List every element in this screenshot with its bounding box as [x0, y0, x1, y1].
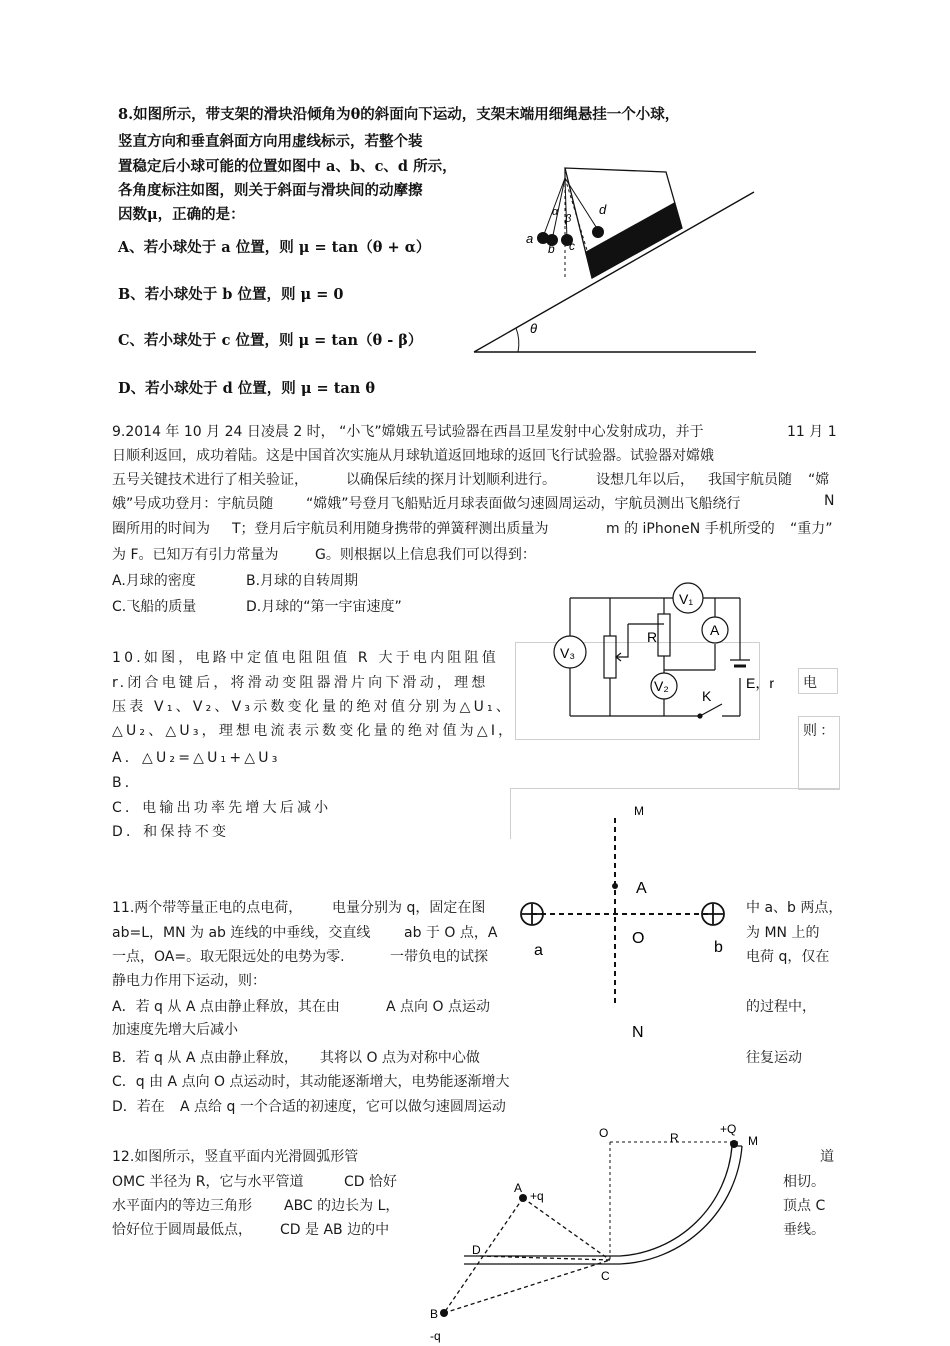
q12-label-b: B — [430, 1307, 439, 1321]
q11-option-c: C．q 由 A 点向 O 点运动时，其动能逐渐增大，电势能逐渐增大 — [112, 1074, 510, 1090]
q10-option-a: A．△U₂=△U₁+△U₃ — [112, 750, 281, 766]
q8-line-2: 竖直方向和垂直斜面方向用虚线标示，若整个装 — [118, 133, 423, 150]
q12-label-minus-q: -q — [430, 1329, 441, 1343]
q10-label-switch: K — [702, 688, 712, 704]
q12-line-2c: 相切。 — [783, 1174, 825, 1190]
q11-line-2b: ab 于 O 点，A — [404, 925, 498, 941]
q9-option-d: D.月球的“第一宇宙速度” — [246, 599, 402, 615]
q9-line-1: 9.2014 年 10 月 24 日凌晨 2 时， “小飞”嫦娥五号试验器在西昌卫星发射中心发射成功，并于 — [112, 424, 704, 440]
q11-label-m: M — [634, 804, 644, 818]
q12-label-plus-q: +q — [530, 1189, 544, 1203]
q12-tube-figure — [420, 1120, 770, 1346]
q12-line-3a: 水平面内的等边三角形 — [112, 1198, 252, 1214]
q8-option-b: B、若小球处于 b 位置，则 μ = 0 — [118, 286, 344, 303]
q8-theta-label: θ — [530, 321, 538, 336]
q10-line-1-tail: 电 — [803, 675, 817, 691]
q11-line-1c: 中 a、b 两点， — [746, 900, 843, 916]
q10-line-4: △U₂、△U₃，理想电流表示数变化量的绝对值为△I， — [112, 723, 516, 739]
q10-line-4-tail: 则： — [803, 723, 838, 739]
q11-option-b-3: 往复运动 — [746, 1050, 802, 1066]
q10-line-1: 10.如图，电路中定值电阻阻值 R 大于电内阻阻值 — [112, 650, 499, 666]
q11-option-a-4: 加速度先增大后减小 — [112, 1022, 238, 1038]
q11-line-3b: 一带负电的试探 — [390, 949, 488, 965]
q9-line-4a: 娥”号成功登月：宇航员随 — [112, 496, 274, 512]
q9-line-5c: m 的 iPhoneN 手机所受的 — [606, 521, 775, 537]
q11-option-d-1: D．若在 — [112, 1099, 165, 1115]
q11-option-a-1: A．若 q 从 A 点由静止释放，其在由 — [112, 999, 340, 1015]
q10-label-ammeter: A — [710, 622, 720, 638]
q12-label-d: D — [472, 1243, 481, 1257]
q12-label-m: M — [748, 1134, 758, 1148]
q11-line-2c: 为 MN 上的 — [746, 925, 820, 941]
q12-label-r: R — [670, 1131, 679, 1145]
q11-line-1b: 电量分别为 q，固定在图 — [332, 900, 486, 916]
q10-label-emf: E，r — [746, 675, 774, 691]
q9-line-3e: “嫦 — [808, 472, 830, 488]
q9-line-6a: 为 F。已知万有引力常量为 — [112, 547, 279, 563]
q8-line-5: 因数μ，正确的是： — [118, 206, 245, 223]
q12-line-4b: CD 是 AB 边的中 — [280, 1222, 390, 1238]
q9-line-3c: 设想几年以后， — [596, 472, 694, 488]
q9-line-5a: 圈所用的时间为 — [112, 521, 210, 537]
q9-option-a: A.月球的密度 — [112, 573, 196, 589]
q10-label-v2: V₂ — [654, 678, 669, 694]
q12-line-4a: 恰好位于圆周最低点， — [112, 1222, 252, 1238]
q9-line-4b: “嫦娥”号登月飞船贴近月球表面做匀速圆周运动，宇航员测出飞船绕行 — [306, 496, 741, 512]
q8-label-c: c — [569, 239, 575, 253]
q8-label-beta: β — [565, 213, 572, 225]
q8-option-c: C、若小球处于 c 位置，则 μ = tan（θ - β） — [118, 332, 423, 349]
q12-line-1b: 道 — [820, 1149, 834, 1165]
q12-line-2b: CD 恰好 — [344, 1174, 398, 1190]
q12-line-1a: 12.如图所示，竖直平面内光滑圆弧形管 — [112, 1149, 359, 1165]
q10-label-v1: V₁ — [679, 591, 694, 607]
q11-line-4: 静电力作用下运动，则： — [112, 973, 266, 989]
q10-line-3: 压表 V₁、V₂、V₃示数变化量的绝对值分别为△U₁、 — [112, 699, 514, 715]
q8-line-1: 8.如图所示，带支架的滑块沿倾角为θ的斜面向下运动，支架末端用细绳悬挂一个小球， — [118, 106, 680, 123]
q9-option-c: C.飞船的质量 — [112, 599, 197, 615]
q11-option-a-2: A 点向 O 点运动 — [386, 999, 490, 1015]
q10-option-d: D．和保持不变 — [112, 824, 230, 840]
q8-option-d: D、若小球处于 d 位置，则 μ = tan θ — [118, 380, 376, 397]
q8-label-d: d — [599, 202, 607, 217]
q11-line-3c: 电荷 q，仅在 — [746, 949, 830, 965]
q11-label-o: O — [632, 930, 645, 947]
q10-circuit-figure — [550, 580, 774, 722]
q9-line-5b: T；登月后宇航员利用随身携带的弹簧秤测出质量为 — [232, 521, 549, 537]
q11-option-b-1: B．若 q 从 A 点由静止释放， — [112, 1050, 298, 1066]
q9-option-b: B.月球的自转周期 — [246, 573, 359, 589]
q12-line-2a: OMC 半径为 R，它与水平管道 — [112, 1174, 304, 1190]
q10-line-2: r.闭合电键后，将滑动变阻器滑片向下滑动，理想 — [112, 675, 489, 691]
q9-line-3b: 以确保后续的探月计划顺利进行。 — [346, 472, 556, 488]
q9-line-2: 日顺利返回，成功着陆。这是中国首次实施从月球轨道返回地球的返回飞行试验器。试验器对嫦娥 — [112, 448, 714, 464]
q9-line-3d: 我国宇航员随 — [708, 472, 792, 488]
q8-label-b: b — [548, 242, 555, 256]
q11-label-a: a — [534, 942, 543, 959]
q12-line-4c: 垂线。 — [783, 1222, 825, 1238]
q10-label-v3: V₃ — [560, 645, 576, 661]
q8-incline-figure — [470, 130, 760, 360]
q11-line-1a: 11.两个带等量正电的点电荷， — [112, 900, 303, 916]
q9-line-3a: 五号关键技术进行了相关验证， — [112, 472, 308, 488]
q10-option-b: B． — [112, 775, 143, 791]
q11-option-d-2: A 点给 q 一个合适的初速度，它可以做匀速圆周运动 — [180, 1099, 506, 1115]
q11-line-3a: 一点，OA=。取无限远处的电势为零. — [112, 949, 345, 965]
q9-line-4c: N — [824, 493, 835, 509]
q9-line-1-end: 11 月 1 — [787, 424, 837, 440]
q12-label-o: O — [599, 1126, 609, 1140]
q10-label-r: R — [647, 629, 658, 645]
q11-option-b-2: 其将以 O 点为对称中心做 — [320, 1050, 480, 1066]
q11-option-a-3: 的过程中， — [746, 999, 816, 1015]
q11-charges-figure — [510, 800, 740, 1045]
q12-line-3c: 顶点 C — [783, 1198, 826, 1214]
q12-line-3b: ABC 的边长为 L， — [284, 1198, 400, 1214]
q11-label-b: b — [714, 939, 723, 956]
q10-option-c: C．电输出功率先增大后减小 — [112, 800, 332, 816]
q11-label-n: N — [632, 1024, 644, 1041]
q8-line-3: 置稳定后小球可能的位置如图中 a、b、c、d 所示， — [118, 158, 457, 175]
q9-line-5d: “重力” — [790, 521, 833, 537]
q12-label-c: C — [601, 1269, 610, 1283]
q8-label-a: a — [526, 231, 534, 246]
q11-line-2a: ab=L，MN 为 ab 连线的中垂线，交直线 — [112, 925, 371, 941]
q12-label-plus-q-big: +Q — [720, 1122, 737, 1136]
q9-line-6b: G。则根据以上信息我们可以得到： — [315, 547, 536, 563]
q11-label-point-a: A — [636, 880, 647, 897]
q8-option-a: A、若小球处于 a 位置，则 μ = tan（θ + α） — [118, 239, 431, 256]
q8-line-4: 各角度标注如图，则关于斜面与滑块间的动摩擦 — [118, 182, 423, 199]
q12-label-a: A — [514, 1181, 523, 1195]
q8-label-alpha: α — [552, 206, 559, 218]
